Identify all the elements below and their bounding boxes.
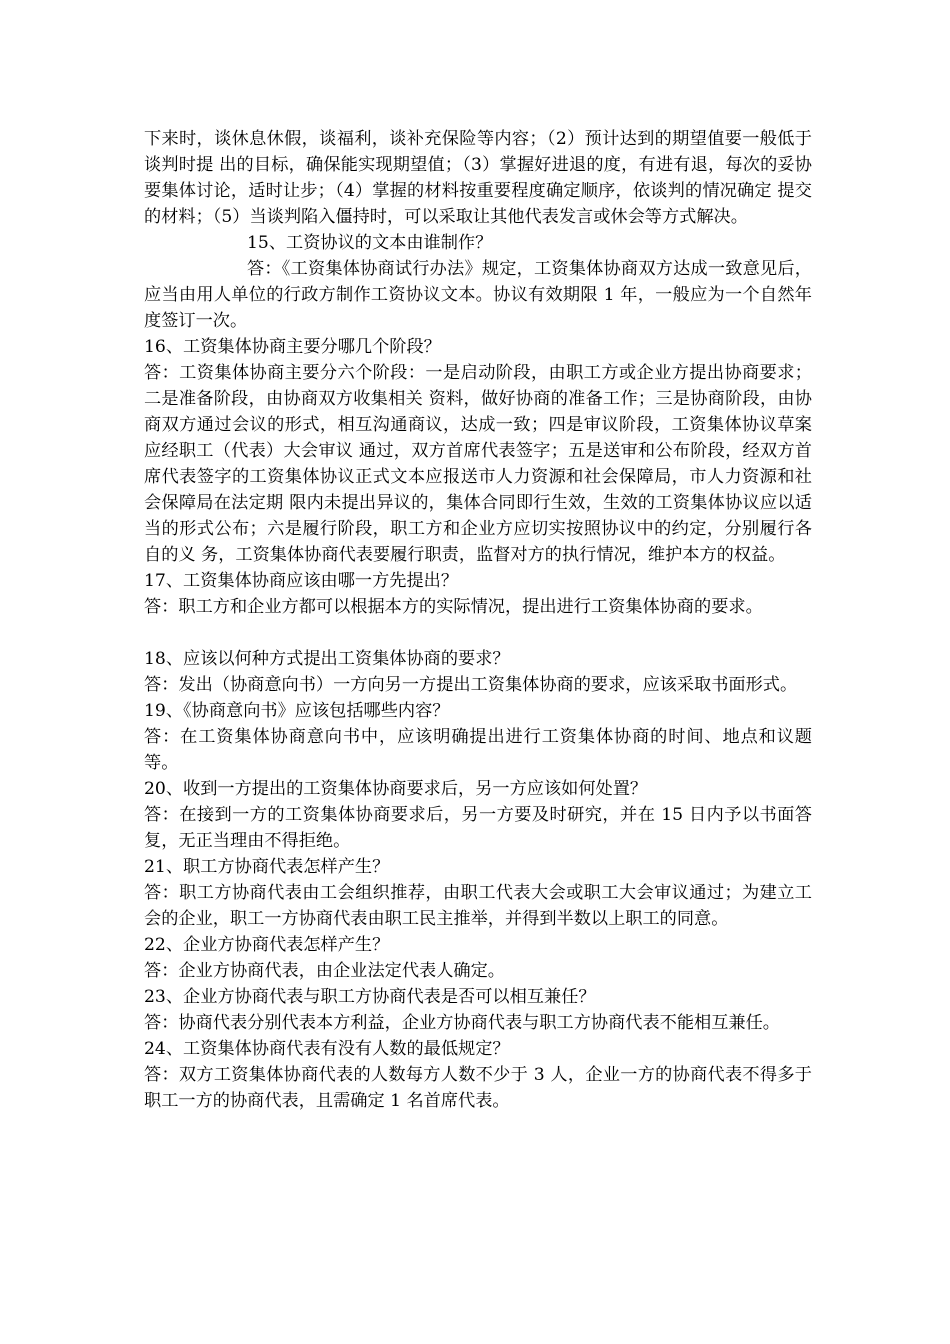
answer-16: 答：工资集体协商主要分六个阶段：一是启动阶段，由职工方或企业方提出协商要求；二是准备阶段，由协商双方收集相关 资料，做好协商的准备工作；三是协商阶段，由协商双方通过会议的形式，相互沟通商议，达成一致；四是审议阶段，工资集体协议草案应经职工（代表）大会审议 通过，双方首席代表签字；五是送审和公布阶段，经双方首席代表签字的工资集体协议正式文本应报送市人力资源和社会保障局，市人力资源和社会保障局在法定期 限内未提出异议的，集体合同即行生效，生效的工资集体协议应以适当的形式公布；六是履行阶段，职工方和企业方应切实按照协议中的约定，分别履行各自的义 务，工资集体协商代表要履行职责，监督对方的执行情况，维护本方的权益。 bbox=[144, 363, 812, 565]
question-21: 21、职工方协商代表怎样产生？ bbox=[144, 857, 390, 877]
question-22: 22、企业方协商代表怎样产生？ bbox=[144, 935, 390, 955]
document-body bbox=[144, 126, 812, 1114]
answer-15: 答：《工资集体协商试行办法》规定，工资集体协商双方达成一致意见后，应当由用人单位的行政方制作工资协议文本。协议有效期限 1 年，一般应为一个自然年度签订一次。 bbox=[144, 259, 812, 331]
answer-18: 答：发出（协商意向书）一方向另一方提出工资集体协商的要求，应该采取书面形式。 bbox=[144, 675, 798, 695]
paragraph-continuation: 下来时，谈休息休假，谈福利，谈补充保险等内容；（2）预计达到的期望值要一般低于谈判时提 出的目标，确保能实现期望值；（3）掌握好进退的度，有进有退，每次的妥协要集体讨论，适时让步；（4）掌握的材料按重要程度确定顺序，依谈判的情况确定 提交的材料；（5）当谈判陷入僵持时，可以采取让其他代表发言或休会等方式解决。 bbox=[144, 129, 812, 227]
question-17: 17、工资集体协商应该由哪一方先提出？ bbox=[144, 571, 459, 591]
answer-17: 答：职工方和企业方都可以根据本方的实际情况，提出进行工资集体协商的要求。 bbox=[144, 597, 763, 617]
answer-21: 答：职工方协商代表由工会组织推荐，由职工代表大会或职工大会审议通过；为建立工会的企业，职工一方协商代表由职工民主推举，并得到半数以上职工的同意。 bbox=[144, 883, 812, 929]
blank-line bbox=[144, 620, 812, 646]
answer-22: 答：企业方协商代表，由企业法定代表人确定。 bbox=[144, 961, 505, 981]
question-24: 24、工资集体协商代表有没有人数的最低规定？ bbox=[144, 1039, 510, 1059]
question-20: 20、收到一方提出的工资集体协商要求后，另一方应该如何处置？ bbox=[144, 779, 648, 799]
answer-20: 答：在接到一方的工资集体协商要求后，另一方要及时研究，并在 15 日内予以书面答复，无正当理由不得拒绝。 bbox=[144, 805, 812, 851]
answer-24: 答：双方工资集体协商代表的人数每方人数不少于 3 人，企业一方的协商代表不得多于职工一方的协商代表，且需确定 1 名首席代表。 bbox=[144, 1065, 812, 1111]
question-15: 15、工资协议的文本由谁制作？ bbox=[247, 233, 493, 253]
answer-19: 答：在工资集体协商意向书中，应该明确提出进行工资集体协商的时间、地点和议题等。 bbox=[144, 727, 812, 773]
question-16: 16、工资集体协商主要分哪几个阶段？ bbox=[144, 337, 441, 357]
question-19: 19、《协商意向书》应该包括哪些内容？ bbox=[144, 701, 450, 721]
question-23: 23、企业方协商代表与职工方协商代表是否可以相互兼任？ bbox=[144, 987, 596, 1007]
question-18: 18、应该以何种方式提出工资集体协商的要求？ bbox=[144, 649, 510, 669]
answer-23: 答：协商代表分别代表本方利益，企业方协商代表与职工方协商代表不能相互兼任。 bbox=[144, 1013, 780, 1033]
